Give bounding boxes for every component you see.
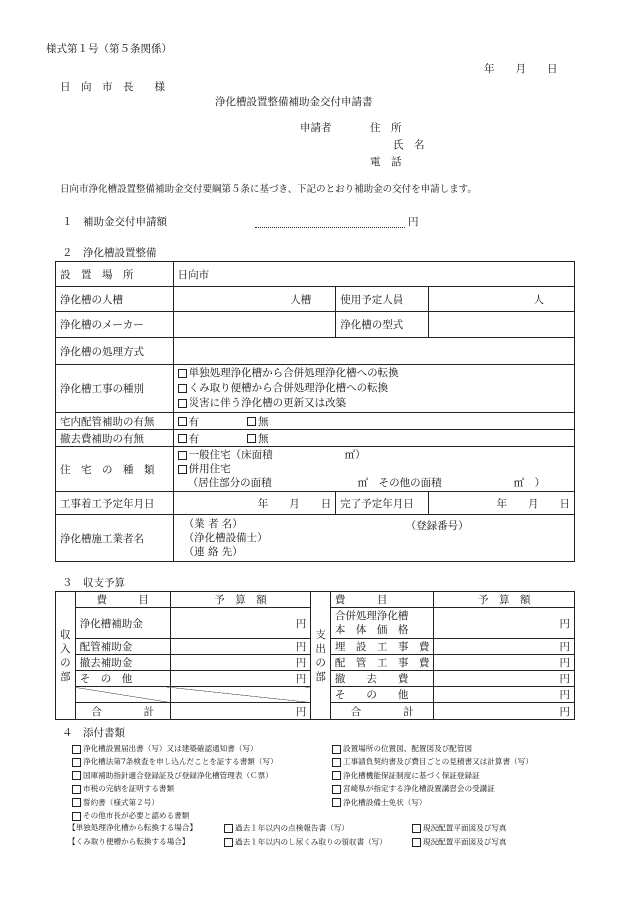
start-date-field[interactable]: 年 月 日 (173, 492, 336, 515)
attachment-item[interactable]: 宮崎県が指定する浄化槽設置講習会の受講証 (332, 782, 533, 795)
checkbox-icon[interactable] (178, 369, 187, 378)
checkbox-icon[interactable] (224, 838, 233, 847)
work-type-label: 浄化槽工事の種別 (56, 365, 174, 413)
attachment-item[interactable]: 設置場所の位置図、配置図及び配管図 (332, 742, 533, 755)
name-label: 氏 名 (393, 139, 425, 151)
house-type-label: 住 宅 の 種 類 (56, 447, 174, 492)
model-label: 浄化槽の型式 (336, 312, 429, 338)
expense-row: そ の 他 (330, 687, 434, 703)
expense-total-label: 合 計 (330, 703, 434, 720)
case2-item-b[interactable]: 現況配置平面図及び写真 (412, 838, 507, 847)
checkbox-icon[interactable] (224, 824, 233, 833)
attachments-right (332, 742, 533, 809)
users-field[interactable]: 人 (429, 287, 575, 312)
end-date-field[interactable]: 年 月 日 (429, 492, 575, 515)
expense-amount[interactable]: 円 (434, 639, 575, 655)
persons-label: 浄化槽の人槽 (56, 287, 174, 312)
attachment-item[interactable]: 工事請負契約書及び費目ごとの見積書又は計算書（写） (332, 755, 533, 768)
expense-row: 配 管 工 事 費 (330, 655, 434, 671)
blank-cell (75, 687, 170, 703)
removal-label: 撤去費補助の有無 (56, 430, 174, 447)
work-option[interactable]: 単独処理浄化槽から合併処理浄化槽への転換 (178, 366, 570, 381)
expense-amount[interactable]: 円 (434, 671, 575, 687)
case1-label: 【単独処理浄化槽から転換する場合】 (68, 823, 198, 832)
income-row: 浄化槽補助金 (75, 608, 170, 639)
end-date-label: 完了予定年月日 (336, 492, 429, 515)
checkbox-icon[interactable] (332, 745, 341, 754)
blank-cell (170, 687, 311, 703)
checkbox-icon[interactable] (72, 812, 81, 821)
location-field[interactable]: 日向市 (173, 262, 574, 287)
checkbox-icon[interactable] (72, 785, 81, 794)
checkbox-icon[interactable] (247, 417, 256, 426)
attachment-item[interactable]: その他市長が必要と認める書類 (72, 809, 278, 822)
income-row: 配管補助金 (75, 639, 170, 655)
checkbox-icon[interactable] (332, 758, 341, 767)
attachment-item[interactable]: 浄化槽設備士免状（写） (332, 796, 533, 809)
section-3-label: ３ 収支予算 (62, 577, 125, 589)
case2-label: 【くみ取り便槽から転換する場合】 (68, 837, 190, 846)
checkbox-icon[interactable] (72, 745, 81, 754)
location-label: 設 置 場 所 (56, 262, 174, 287)
expense-total[interactable]: 円 (434, 703, 575, 720)
expense-amount[interactable]: 円 (434, 608, 575, 639)
income-amount[interactable]: 円 (170, 639, 311, 655)
model-field[interactable] (429, 312, 575, 338)
expense-amount[interactable]: 円 (434, 655, 575, 671)
request-amount-field[interactable] (255, 227, 405, 228)
request-amount-unit: 円 (408, 216, 419, 228)
method-field[interactable] (173, 338, 574, 365)
expense-amount[interactable]: 円 (434, 687, 575, 703)
attachment-item[interactable]: 浄化槽設置届出書（写）又は建築確認通知書（写） (72, 742, 278, 755)
checkbox-icon[interactable] (178, 434, 187, 443)
income-total[interactable]: 円 (170, 703, 311, 720)
attachment-item[interactable]: 市税の完納を証明する書類 (72, 782, 278, 795)
checkbox-icon[interactable] (72, 798, 81, 807)
checkbox-icon[interactable] (178, 384, 187, 393)
section-4-label: ４ 添付書類 (62, 727, 125, 739)
contractor-label: 浄化槽施工業者名 (56, 515, 174, 562)
attachment-item[interactable]: 国庫補助指針適合登録証及び登録浄化槽管理表（Ｃ票） (72, 769, 278, 782)
phone-label: 電 話 (370, 156, 402, 168)
method-label: 浄化槽の処理方式 (56, 338, 174, 365)
attachment-item[interactable]: 誓約書（様式第２号） (72, 796, 278, 809)
section-1-label: １ 補助金交付申請額 (62, 216, 167, 228)
addressee: 日 向 市 長 様 (60, 81, 165, 93)
case1-item-a[interactable]: 過去１年以内の点検報告書（写） (224, 824, 349, 833)
attachments-left (72, 742, 278, 822)
document-title: 浄化槽設置整備補助金交付申請書 (215, 96, 373, 108)
checkbox-icon[interactable] (412, 838, 421, 847)
contractor-field[interactable]: （業 者 名） （登録番号） （浄化槽設備士） （連 絡 先） (173, 515, 574, 562)
work-option[interactable]: くみ取り便槽から合併処理浄化槽への転換 (178, 381, 570, 396)
intro-text: 日向市浄化槽設置整備補助金交付要綱第５条に基づき、下記のとおり補助金の交付を申請します。 (60, 184, 477, 195)
case1-item-b[interactable]: 現況配置平面図及び写真 (412, 824, 507, 833)
budget-table: 収入の部 費 目 予 算 額 支出の部 費 目 予 算 額 浄化槽補助金 円 合併処理浄化槽 本 体 価 格 円 配管補助金 円 埋 設 工 事 費 円 撤去補助金 円 配 管 工 事 費 円 そ の 他 円 撤 去 費 円 そ の 他 円 合 計 円 合 計 円 (55, 591, 575, 720)
checkbox-icon[interactable] (332, 798, 341, 807)
case2-item-a[interactable]: 過去１年以内のし尿くみ取りの領収書（写） (224, 838, 387, 847)
checkbox-icon[interactable] (178, 417, 187, 426)
income-row: 撤去補助金 (75, 655, 170, 671)
checkbox-icon[interactable] (178, 451, 187, 460)
septic-tank-table: 設 置 場 所 日向市 浄化槽の人槽 人槽 使用予定人員 人 浄化槽のメーカー 浄化槽の型式 浄化槽の処理方式 浄化槽工事の種別 単独処理浄化槽から合併処理浄化槽への転換 くみ取り便槽から合併処理浄化槽への転換 災害に伴う浄化槽の更新又は改築 宅内配管補助の有無 有 無 撤去費補助の有無 有 無 住 宅 の 種 類 一般住宅（床面積 ㎡） 併用住宅 （居住部分の面積 ㎡ その他の面積 ㎡ ） 工事着工予定年月日 年 月 日 完了予定年月日 年 月 日 浄化槽施工業者名 （業 者 名） （登録番号） （浄化槽設備士） （連 絡 先） (55, 261, 575, 562)
applicant-label: 申請者 (300, 122, 332, 134)
checkbox-icon[interactable] (247, 434, 256, 443)
checkbox-icon[interactable] (412, 824, 421, 833)
income-row: そ の 他 (75, 671, 170, 687)
expense-section-label: 支出の部 (311, 592, 331, 720)
start-date-label: 工事着工予定年月日 (56, 492, 174, 515)
users-label: 使用予定人員 (336, 287, 429, 312)
form-number: 様式第１号（第５条関係） (46, 43, 172, 55)
address-label: 住 所 (370, 122, 402, 134)
checkbox-icon[interactable] (178, 465, 187, 474)
piping-label: 宅内配管補助の有無 (56, 413, 174, 430)
checkbox-icon[interactable] (178, 399, 187, 408)
expense-row: 埋 設 工 事 費 (330, 639, 434, 655)
income-amount[interactable]: 円 (170, 608, 311, 639)
income-amount[interactable]: 円 (170, 671, 311, 687)
expense-row: 合併処理浄化槽 本 体 価 格 (330, 608, 434, 639)
attachment-item[interactable]: 浄化槽機能保証制度に基づく保証登録証 (332, 769, 533, 782)
maker-label: 浄化槽のメーカー (56, 312, 174, 338)
application-date[interactable]: 年 月 日 (484, 63, 558, 75)
work-option[interactable]: 災害に伴う浄化槽の更新又は改築 (178, 396, 570, 411)
checkbox-icon[interactable] (72, 758, 81, 767)
section-2-label: ２ 浄化槽設置整備 (62, 247, 157, 259)
persons-field[interactable]: 人槽 (173, 287, 336, 312)
income-amount[interactable]: 円 (170, 655, 311, 671)
expense-row: 撤 去 費 (330, 671, 434, 687)
checkbox-icon[interactable] (332, 771, 341, 780)
income-section-label: 収入の部 (56, 592, 76, 720)
checkbox-icon[interactable] (332, 785, 341, 794)
attachment-item[interactable]: 浄化槽法第7条検査を申し込んだことを証する書類（写） (72, 755, 278, 768)
income-total-label: 合 計 (75, 703, 170, 720)
checkbox-icon[interactable] (72, 771, 81, 780)
maker-field[interactable] (173, 312, 336, 338)
